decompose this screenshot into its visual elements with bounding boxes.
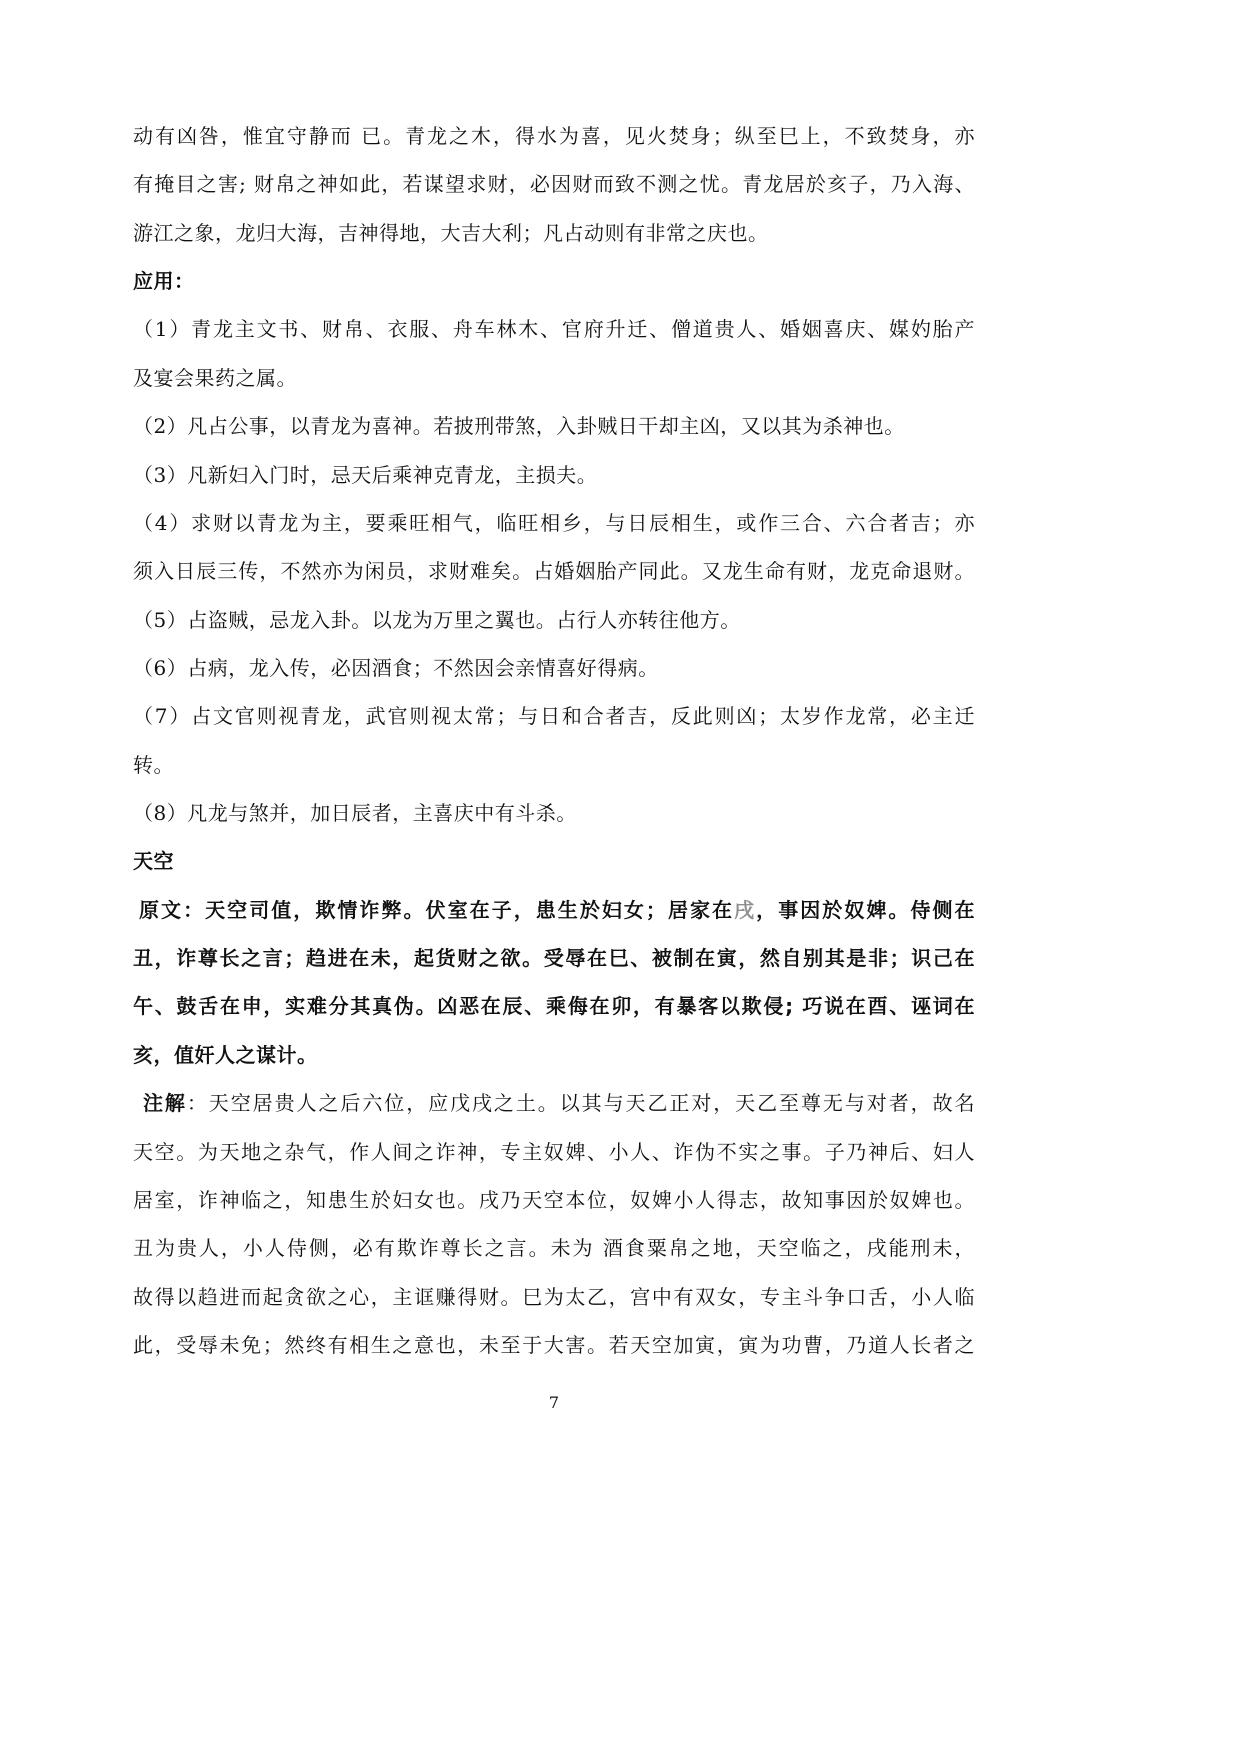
application-item-line: 及宴会果药之属。 bbox=[133, 365, 297, 390]
annotation-label: 注解 bbox=[143, 1091, 187, 1116]
annotation-line bbox=[133, 1079, 975, 1127]
original-text-label: 原文： bbox=[139, 897, 206, 922]
application-item-line: （3）凡新妇入门时，忌天后乘神克青龙，主损夫。 bbox=[133, 462, 598, 487]
application-item-line: （6）占病，龙入传，必因酒食；不然因会亲情喜好得病。 bbox=[133, 655, 659, 680]
intro-line: 游江之象，龙归大海，吉神得地，大吉大利；凡占动则有非常之庆也。 bbox=[133, 220, 769, 245]
annotation-line: 此，受辱未免；然终有相生之意也，未至于大害。若天空加寅，寅为功曹，乃道人长者之 bbox=[133, 1332, 975, 1357]
annotation-line: 故得以趋进而起贪欲之心，主诓赚得财。巳为太乙，宫中有双女，专主斗争口舌，小人临 bbox=[133, 1284, 975, 1309]
application-item-line: （8）凡龙与煞并，加日辰者，主喜庆中有斗杀。 bbox=[133, 801, 577, 826]
section-title: 天空 bbox=[133, 849, 174, 874]
intro-line: 动有凶咎，惟宜守静而 已。青龙之木，得水为喜，见火焚身；纵至巳上，不致焚身，亦 bbox=[133, 124, 975, 148]
application-item-line: 须入日辰三传，不然亦为闲员，求财难矣。占婚姻胎产同此。又龙生命有财，龙克命退财。 bbox=[133, 559, 975, 584]
application-item-line: 转。 bbox=[133, 752, 174, 777]
application-item-line: （7）占文官则视青龙，武官则视太常；与日和合者吉，反此则凶；太岁作龙常，必主迁 bbox=[133, 704, 975, 729]
original-text-line: 亥，值奸人之谋计。 bbox=[133, 1042, 318, 1067]
application-heading: 应用： bbox=[133, 269, 195, 294]
original-text-segment: ，事因於奴婢。侍侧在 bbox=[756, 897, 975, 922]
annotation-text-segment: ：天空居贵人之后六位，应戊戌之土。以其与天乙正对，天乙至尊无与对者，故名 bbox=[186, 1091, 975, 1116]
application-item-line: （1）青龙主文书、财帛、衣服、舟车林木、官府升迁、僧道贵人、婚姻喜庆、媒妁胎产 bbox=[133, 317, 975, 342]
annotation-line: 居室，诈神临之，知患生於妇女也。戌乃天空本位，奴婢小人得志，故知事因於奴婢也。 bbox=[133, 1187, 975, 1212]
application-item-line: （2）凡占公事，以青龙为喜神。若披刑带煞，入卦贼日干却主凶，又以其为杀神也。 bbox=[133, 414, 905, 439]
annotation-line: 丑为贵人，小人侍侧，必有欺诈尊长之言。未为 酒食粟帛之地，天空临之，戌能刑未， bbox=[133, 1236, 975, 1261]
application-item-line: （5）占盗贼，忌龙入卦。以龙为万里之翼也。占行人亦转往他方。 bbox=[133, 607, 741, 632]
original-text-line: 午、鼓舌在申，实难分其真伪。凶恶在辰、乘侮在卯，有暴客以欺侵; 巧说在酉、诬词在 bbox=[133, 994, 975, 1019]
page-body bbox=[133, 112, 975, 1369]
page-number: 7 bbox=[548, 1393, 560, 1412]
highlighted-character: 戌 bbox=[734, 897, 757, 922]
intro-line: 有掩目之害; 财帛之神如此，若谋望求财，必因财而致不测之忧。青龙居於亥子，乃入海、 bbox=[133, 172, 975, 197]
original-text-line: 丑，诈尊长之言；趋进在未，起货财之欲。受辱在巳、被制在寅，然自别其是非；识己在 bbox=[133, 946, 975, 971]
application-item-line: （4）求财以青龙为主，要乘旺相气，临旺相乡，与日辰相生，或作三合、六合者吉；亦 bbox=[133, 510, 975, 535]
annotation-line: 天空。为天地之杂气，作人间之诈神，专主奴婢、小人、诈伪不实之事。子乃神后、妇人 bbox=[133, 1139, 975, 1164]
original-text-segment: 天空司值，欺情诈弊。伏室在子，患生於妇女；居家在 bbox=[205, 897, 735, 922]
original-text-line bbox=[133, 886, 975, 934]
